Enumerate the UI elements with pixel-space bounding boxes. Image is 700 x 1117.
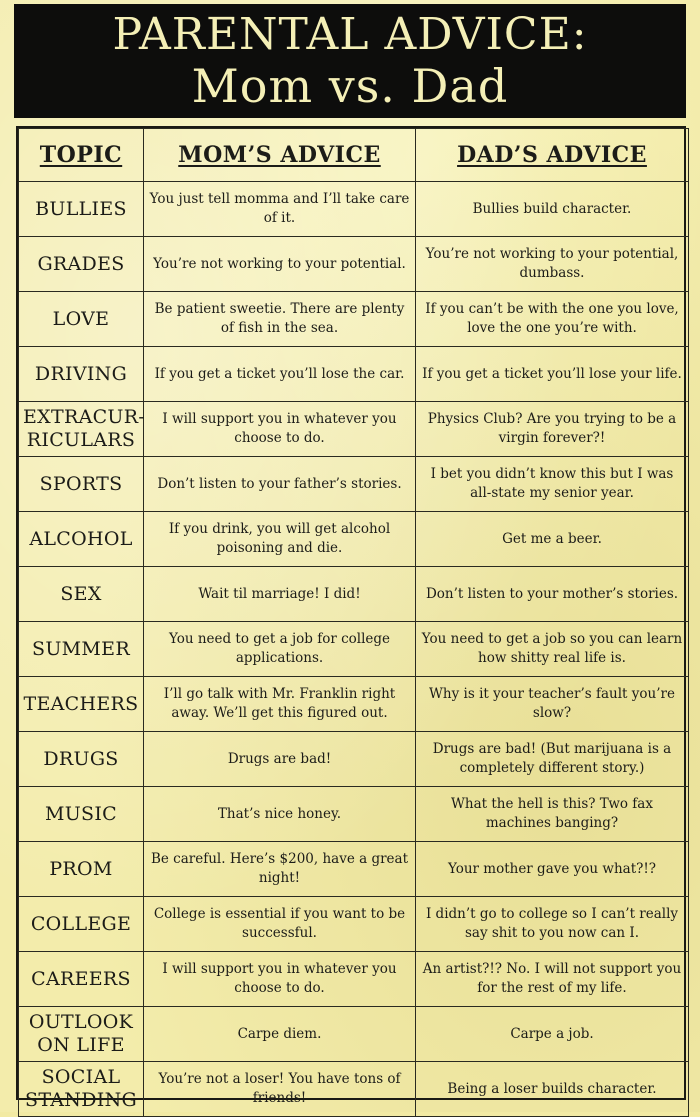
advice-rows	[19, 182, 689, 1117]
dad-advice-cell: Get me a beer.	[416, 512, 689, 567]
topic-cell: LOVE	[19, 292, 144, 347]
header-row	[19, 129, 689, 182]
mom-advice-cell: If you drink, you will get alcohol poisoning and die.	[144, 512, 416, 567]
table-row	[19, 1062, 689, 1117]
mom-advice-cell: Be careful. Here’s $200, have a great night!	[144, 842, 416, 897]
table-row	[19, 732, 689, 787]
topic-cell: MUSIC	[19, 787, 144, 842]
dad-advice-cell: Carpe a job.	[416, 1007, 689, 1062]
mom-advice-cell: I will support you in whatever you choose to do.	[144, 952, 416, 1007]
table-row	[19, 347, 689, 402]
topic-cell: OUTLOOK ON LIFE	[19, 1007, 144, 1062]
mom-advice-cell: Drugs are bad!	[144, 732, 416, 787]
table-row	[19, 952, 689, 1007]
table-row	[19, 787, 689, 842]
table-row	[19, 292, 689, 347]
mom-advice-cell: You just tell momma and I’ll take care of it.	[144, 182, 416, 237]
mom-advice-cell: Be patient sweetie. There are plenty of fish in the sea.	[144, 292, 416, 347]
table-row	[19, 1007, 689, 1062]
dad-advice-cell: Your mother gave you what?!?	[416, 842, 689, 897]
advice-table	[18, 128, 689, 1117]
table-row	[19, 512, 689, 567]
dad-advice-cell: Physics Club? Are you trying to be a virgin forever?!	[416, 402, 689, 457]
topic-cell: SEX	[19, 567, 144, 622]
table-row	[19, 897, 689, 952]
table-row	[19, 567, 689, 622]
title-line-2: Mom vs. Dad	[191, 59, 509, 113]
dad-advice-cell: You need to get a job so you can learn how shitty real life is.	[416, 622, 689, 677]
mom-advice-cell: College is essential if you want to be successful.	[144, 897, 416, 952]
dad-advice-cell: An artist?!? No. I will not support you for the rest of my life.	[416, 952, 689, 1007]
topic-cell: EXTRACUR-RICULARS	[19, 402, 144, 457]
title-banner	[14, 4, 686, 118]
table-row	[19, 457, 689, 512]
dad-advice-cell: You’re not working to your potential, dumbass.	[416, 237, 689, 292]
mom-advice-cell: Wait til marriage! I did!	[144, 567, 416, 622]
topic-cell: SUMMER	[19, 622, 144, 677]
table-row	[19, 237, 689, 292]
table-row	[19, 622, 689, 677]
dad-advice-cell: Drugs are bad! (But marijuana is a completely different story.)	[416, 732, 689, 787]
dad-advice-cell: If you get a ticket you’ll lose your life.	[416, 347, 689, 402]
dad-advice-cell: What the hell is this? Two fax machines banging?	[416, 787, 689, 842]
dad-advice-cell: If you can’t be with the one you love, love the one you’re with.	[416, 292, 689, 347]
topic-cell: TEACHERS	[19, 677, 144, 732]
mom-advice-cell: You’re not working to your potential.	[144, 237, 416, 292]
topic-cell: BULLIES	[19, 182, 144, 237]
header-dad-advice: DAD’S ADVICE	[416, 129, 689, 182]
dad-advice-cell: Don’t listen to your mother’s stories.	[416, 567, 689, 622]
mom-advice-cell: Carpe diem.	[144, 1007, 416, 1062]
topic-cell: SPORTS	[19, 457, 144, 512]
header-mom-advice: MOM’S ADVICE	[144, 129, 416, 182]
topic-cell: GRADES	[19, 237, 144, 292]
mom-advice-cell: That’s nice honey.	[144, 787, 416, 842]
table-row	[19, 182, 689, 237]
header-topic: TOPIC	[19, 129, 144, 182]
mom-advice-cell: I’ll go talk with Mr. Franklin right away. We’ll get this figured out.	[144, 677, 416, 732]
title-line-1: PARENTAL ADVICE:	[112, 9, 588, 60]
dad-advice-cell: Being a loser builds character.	[416, 1062, 689, 1117]
topic-cell: PROM	[19, 842, 144, 897]
topic-cell: ALCOHOL	[19, 512, 144, 567]
mom-advice-cell: You need to get a job for college applications.	[144, 622, 416, 677]
mom-advice-cell: You’re not a loser! You have tons of friends!	[144, 1062, 416, 1117]
dad-advice-cell: I bet you didn’t know this but I was all-state my senior year.	[416, 457, 689, 512]
mom-advice-cell: I will support you in whatever you choose to do.	[144, 402, 416, 457]
mom-advice-cell: Don’t listen to your father’s stories.	[144, 457, 416, 512]
dad-advice-cell: I didn’t go to college so I can’t really say shit to you now can I.	[416, 897, 689, 952]
mom-advice-cell: If you get a ticket you’ll lose the car.	[144, 347, 416, 402]
dad-advice-cell: Why is it your teacher’s fault you’re slow?	[416, 677, 689, 732]
table-row	[19, 402, 689, 457]
topic-cell: COLLEGE	[19, 897, 144, 952]
table-row	[19, 677, 689, 732]
table-row	[19, 842, 689, 897]
topic-cell: DRIVING	[19, 347, 144, 402]
topic-cell: DRUGS	[19, 732, 144, 787]
topic-cell: CAREERS	[19, 952, 144, 1007]
topic-cell: SOCIAL STANDING	[19, 1062, 144, 1117]
advice-table-wrapper	[16, 126, 686, 1111]
dad-advice-cell: Bullies build character.	[416, 182, 689, 237]
